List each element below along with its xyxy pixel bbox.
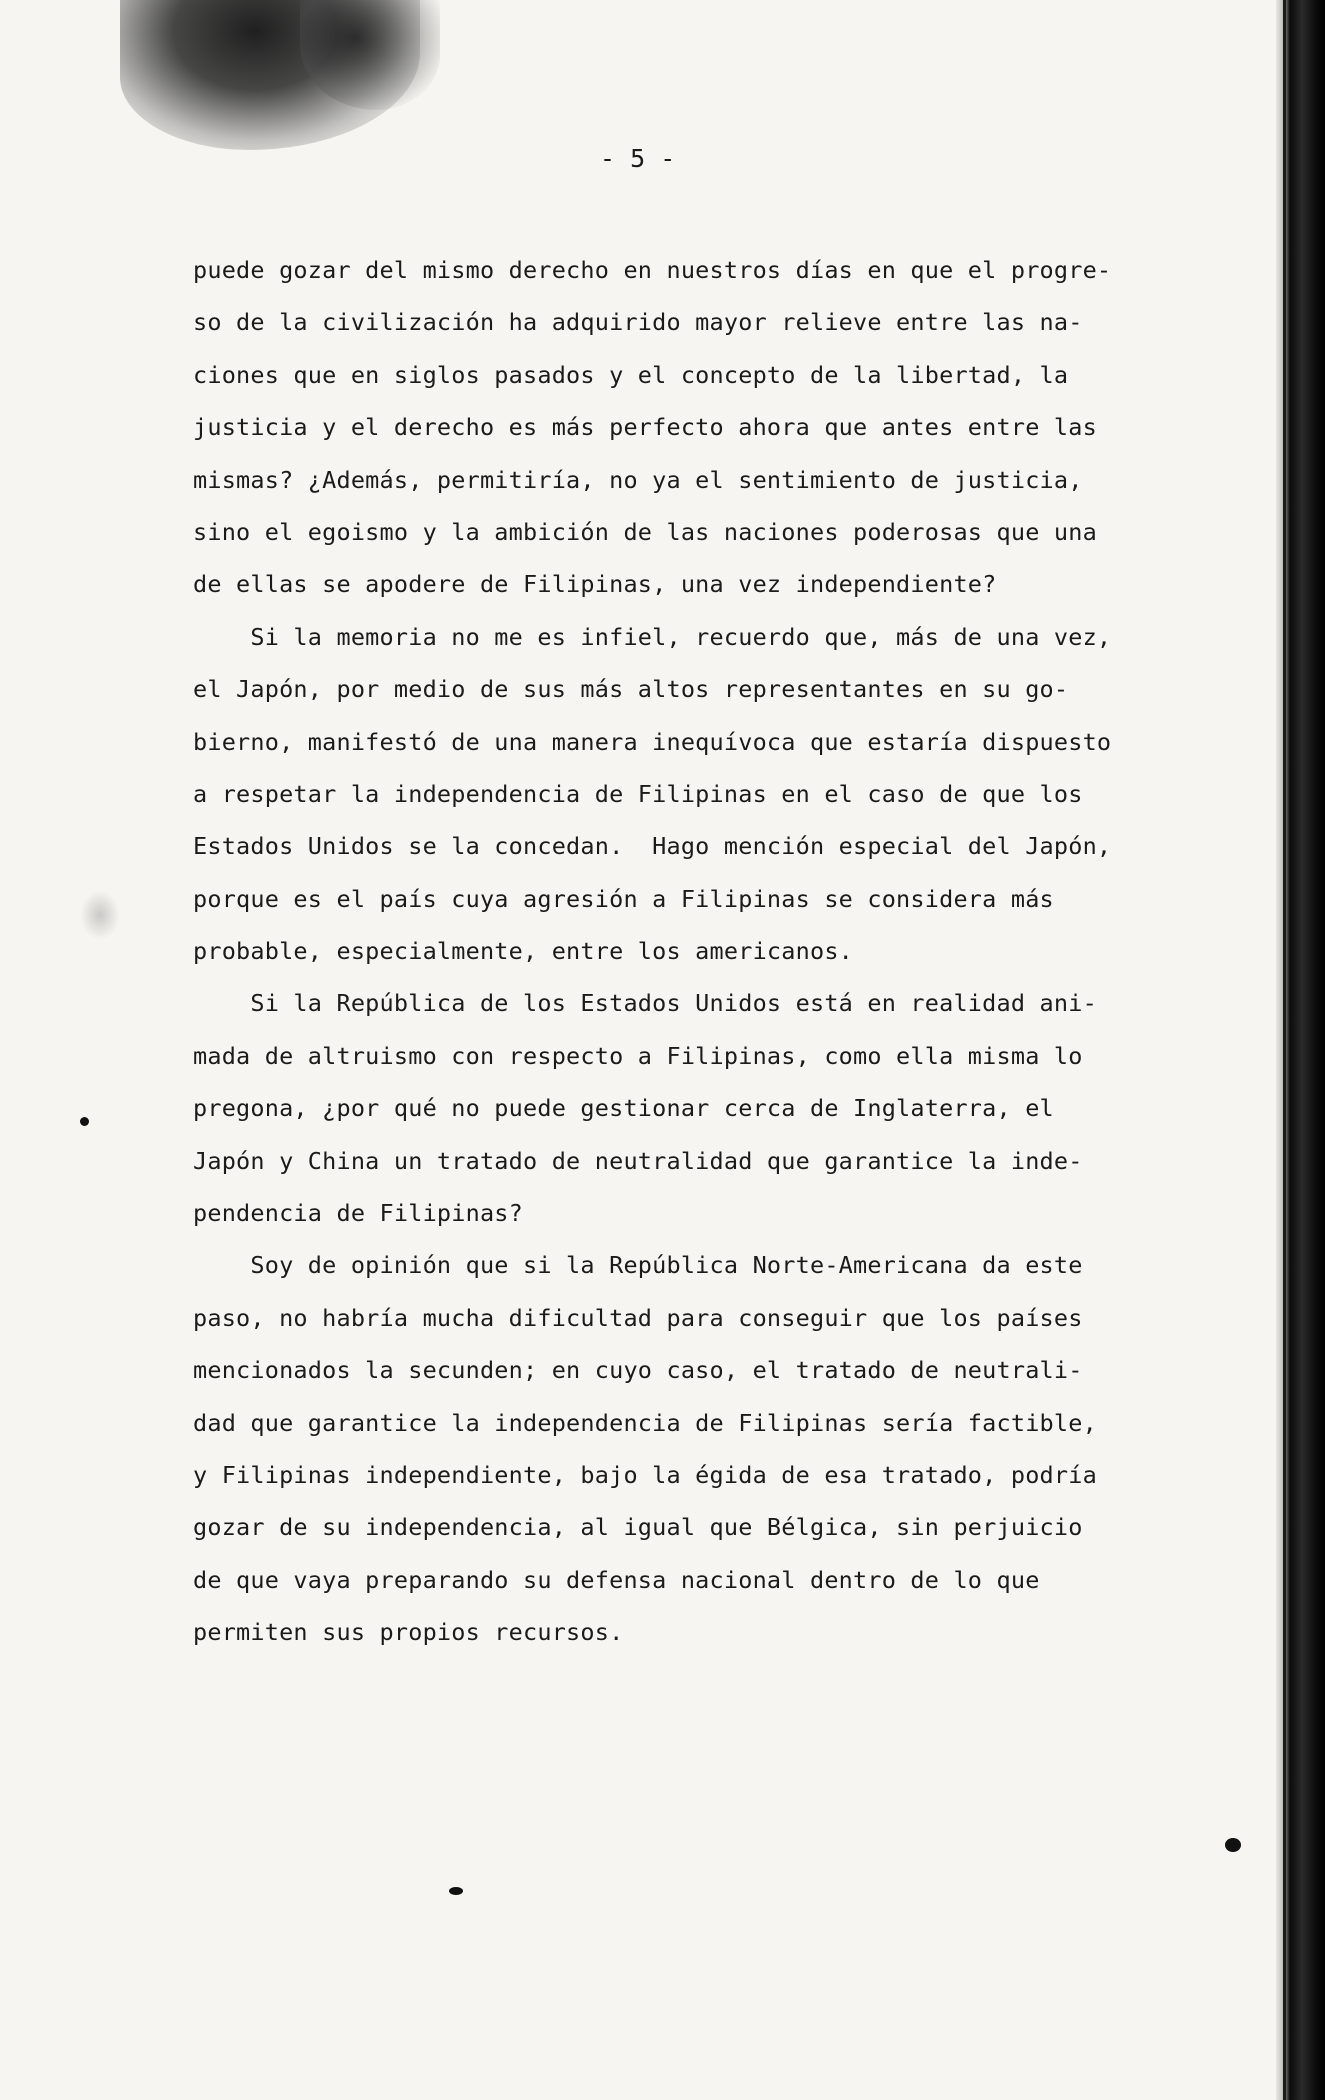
text-line: justicia y el derecho es más perfecto ahora que antes entre las bbox=[193, 413, 1097, 442]
text-line: paso, no habría mucha dificultad para conseguir que los países bbox=[193, 1303, 1083, 1332]
text-line: sino el egoismo y la ambición de las naciones poderosas que una bbox=[193, 517, 1097, 546]
ink-blot bbox=[80, 1117, 89, 1126]
text-line: ciones que en siglos pasados y el concepto de la libertad, la bbox=[193, 360, 1069, 389]
text-line: dad que garantice la independencia de Filipinas sería factible, bbox=[193, 1408, 1097, 1437]
text-line: so de la civilización ha adquirido mayor relieve entre las na- bbox=[193, 308, 1083, 337]
text-line: permiten sus propios recursos. bbox=[193, 1618, 624, 1647]
page-edge bbox=[1283, 0, 1286, 2100]
text-line: Japón y China un tratado de neutralidad que garantice la inde- bbox=[193, 1146, 1083, 1175]
text-line: gozar de su independencia, al igual que Bélgica, sin perjuicio bbox=[193, 1513, 1083, 1542]
text-line: porque es el país cuya agresión a Filipinas se considera más bbox=[193, 884, 1054, 913]
text-line: pendencia de Filipinas? bbox=[193, 1199, 524, 1228]
text-line: Si la República de los Estados Unidos está en realidad ani- bbox=[193, 989, 1097, 1018]
text-line: mencionados la secunden; en cuyo caso, el tratado de neutrali- bbox=[193, 1356, 1083, 1385]
text-line: de que vaya preparando su defensa nacional dentro de lo que bbox=[193, 1565, 1040, 1594]
text-line: pregona, ¿por qué no puede gestionar cerca de Inglaterra, el bbox=[193, 1094, 1054, 1123]
text-line: Soy de opinión que si la República Norte-Americana da este bbox=[193, 1251, 1083, 1280]
text-line: bierno, manifestó de una manera inequívoca que estaría dispuesto bbox=[193, 727, 1112, 756]
smudge-mark bbox=[80, 890, 120, 940]
text-line: y Filipinas independiente, bajo la égida de esa tratado, podría bbox=[193, 1460, 1097, 1489]
text-line: mismas? ¿Además, permitiría, no ya el sentimiento de justicia, bbox=[193, 465, 1083, 494]
page-number: - 5 - bbox=[600, 144, 676, 173]
ink-blot bbox=[1225, 1838, 1241, 1852]
text-line: Si la memoria no me es infiel, recuerdo que, más de una vez, bbox=[193, 622, 1112, 651]
text-line: de ellas se apodere de Filipinas, una vez independiente? bbox=[193, 570, 997, 599]
text-line: a respetar la independencia de Filipinas en el caso de que los bbox=[193, 779, 1083, 808]
text-line: probable, especialmente, entre los americanos. bbox=[193, 937, 854, 966]
text-line: Estados Unidos se la concedan. Hago mención especial del Japón, bbox=[193, 832, 1112, 861]
text-line: puede gozar del mismo derecho en nuestros días en que el progre- bbox=[193, 256, 1112, 284]
text-line: el Japón, por medio de sus más altos representantes en su go- bbox=[193, 675, 1069, 704]
ink-blot bbox=[449, 1887, 463, 1895]
typewritten-body bbox=[193, 244, 1213, 1659]
text-line: mada de altruismo con respecto a Filipinas, como ella misma lo bbox=[193, 1041, 1083, 1070]
